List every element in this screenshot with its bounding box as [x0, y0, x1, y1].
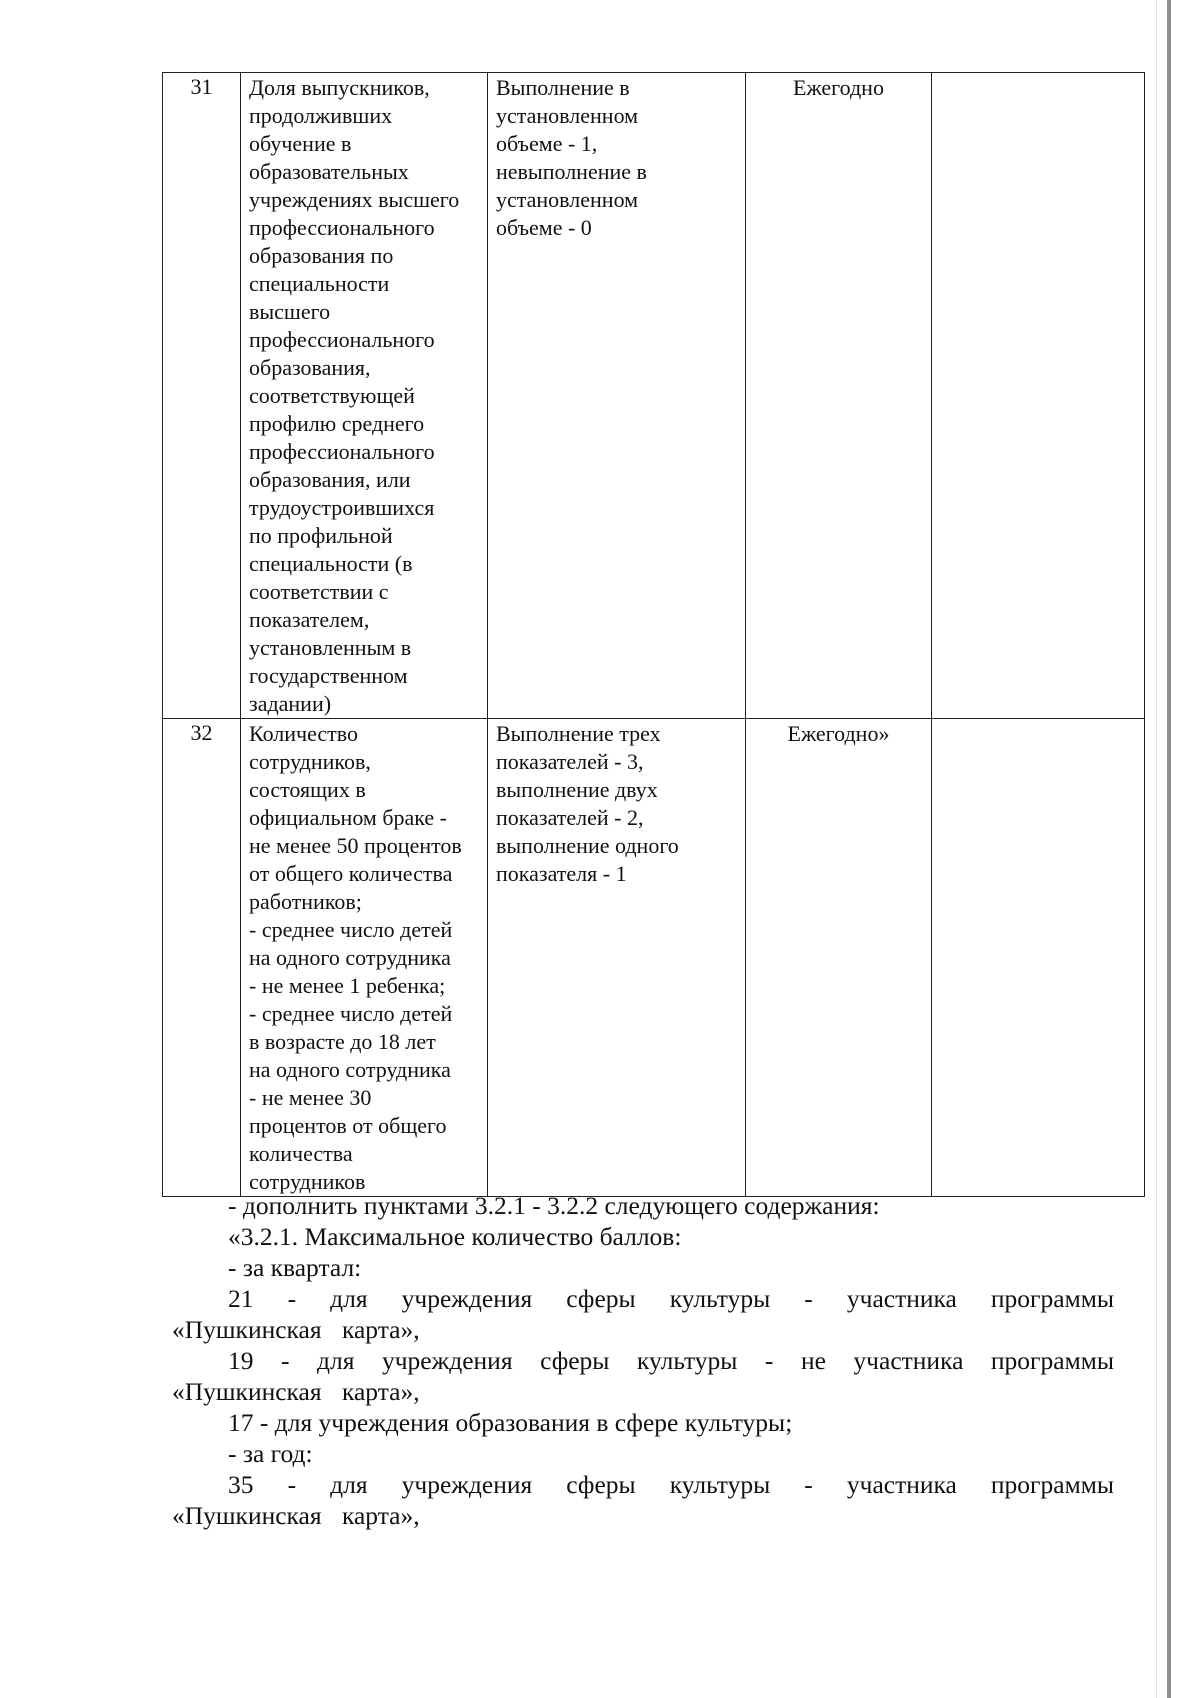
criteria-table: [162, 72, 1145, 1197]
criteria-cell: Выполнение в установленном объеме - 1, невыполнение в установленном объеме - 0: [488, 73, 746, 719]
paragraph: 35 - для учреждения сферы культуры - участника программы «Пушкинская карта»,: [172, 1470, 1114, 1530]
note-cell: [932, 719, 1145, 1197]
document-body: [172, 1190, 1114, 1531]
indicator-cell: Количество сотрудников, состоящих в официальном браке - не менее 50 процентов от общего количества работников; - среднее число детей на одного сотрудника - не менее 1 ребенка; - среднее число детей в возрасте до 18 лет на одного сотрудника - не менее 30 процентов от общего количества сотрудников: [241, 719, 488, 1197]
table-row: [163, 73, 1145, 719]
period-cell: Ежегодно: [746, 73, 932, 719]
paragraph: - за год:: [228, 1439, 313, 1468]
table-row: [163, 719, 1145, 1197]
row-number: 32: [163, 719, 241, 1197]
paragraph: 17 - для учреждения образования в сфере культуры;: [228, 1408, 793, 1437]
note-cell: [932, 73, 1145, 719]
scan-edge: [1167, 0, 1171, 1698]
indicator-cell: Доля выпускников, продолживших обучение в образовательных учреждениях высшего профессионального образования по специальности высшего профессионального образования, соответствующей профилю среднего профессионального образования, или трудоустроившихся по профильной специальности (в соответствии с показателем, установленным в государственном задании): [241, 73, 488, 719]
paragraph: 19 - для учреждения сферы культуры - не участника программы «Пушкинская карта»,: [172, 1346, 1114, 1406]
paragraph: «3.2.1. Максимальное количество баллов:: [228, 1222, 682, 1251]
criteria-cell: Выполнение трех показателей - 3, выполнение двух показателей - 2, выполнение одного показателя - 1: [488, 719, 746, 1197]
scan-shadow: [1156, 0, 1157, 1698]
period-cell: Ежегодно»: [746, 719, 932, 1197]
row-number: 31: [163, 73, 241, 719]
paragraph: - дополнить пунктами 3.2.1 - 3.2.2 следующего содержания:: [228, 1191, 880, 1220]
paragraph: - за квартал:: [228, 1253, 362, 1282]
paragraph: 21 - для учреждения сферы культуры - участника программы «Пушкинская карта»,: [172, 1284, 1114, 1344]
